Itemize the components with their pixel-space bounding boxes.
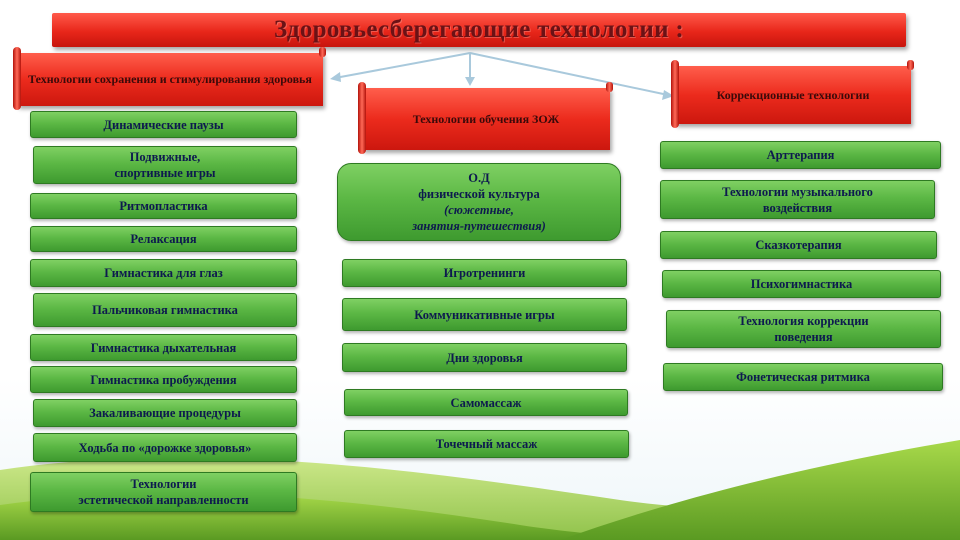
left-item: Гимнастика дыхательная [30, 334, 297, 361]
category-right [675, 66, 911, 124]
middle-item: Игротренинги [342, 259, 627, 287]
middle-main-box [337, 163, 621, 241]
left-item: Закаливающие процедуры [33, 399, 297, 427]
left-item: Ходьба по «дорожке здоровья» [33, 433, 297, 462]
title-banner [52, 13, 906, 47]
category-right-label: Коррекционные технологии [716, 87, 870, 102]
page-title: Здоровьесберегающие технологии : [274, 16, 684, 43]
right-item: Фонетическая ритмика [663, 363, 943, 391]
middle-item: Дни здоровья [342, 343, 627, 372]
arrow-left [335, 53, 470, 78]
middle-item: Точечный массаж [344, 430, 629, 458]
middle-main-line3: (сюжетные, [444, 203, 514, 217]
middle-item: Коммуникативные игры [342, 298, 627, 331]
left-item: Пальчиковая гимнастика [33, 293, 297, 327]
middle-main-line2: физической культура [418, 187, 540, 201]
category-left [17, 53, 323, 106]
category-middle [362, 88, 610, 150]
right-item: Технология коррекции поведения [666, 310, 941, 348]
left-item: Динамические паузы [30, 111, 297, 138]
left-item: Технологии эстетической направленности [30, 472, 297, 512]
category-left-line1: Технологии сохранения [28, 72, 157, 86]
category-middle-label: Технологии обучения ЗОЖ [412, 111, 560, 126]
left-item: Ритмопластика [30, 193, 297, 219]
right-item: Сказкотерапия [660, 231, 937, 259]
right-item: Арттерапия [660, 141, 941, 169]
arrowhead-left [330, 72, 341, 82]
middle-item: Самомассаж [344, 389, 628, 416]
left-item: Подвижные, спортивные игры [33, 146, 297, 184]
left-item: Релаксация [30, 226, 297, 252]
right-item: Технологии музыкального воздействия [660, 180, 935, 219]
category-left-line2: и стимулирования здоровья [159, 72, 312, 86]
left-item: Гимнастика пробуждения [30, 366, 297, 393]
right-item: Психогимнастика [662, 270, 941, 298]
middle-main-line4: занятия-путешествия) [412, 219, 546, 233]
arrowhead-middle [465, 77, 475, 86]
middle-main-line1: О.Д [468, 171, 490, 185]
left-item: Гимнастика для глаз [30, 259, 297, 287]
